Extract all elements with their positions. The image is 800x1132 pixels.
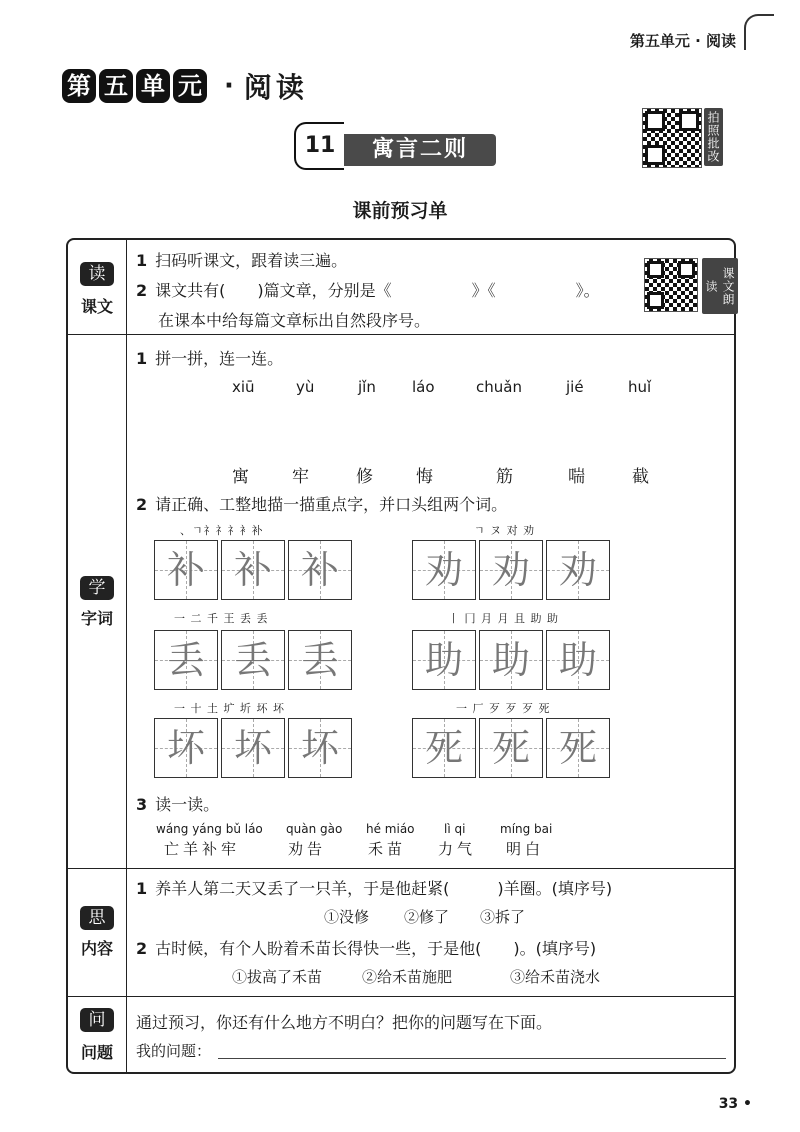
answer-line[interactable] xyxy=(218,1058,726,1059)
section-learn-label: 字词 xyxy=(80,609,113,628)
corner-decoration xyxy=(744,14,774,50)
row-divider xyxy=(68,996,734,997)
column-divider xyxy=(126,240,127,1072)
stroke-order: 一 厂 歹 歹 歹 死 xyxy=(456,702,551,715)
unit-title-sep: · xyxy=(224,71,234,101)
word-chars: 劝告 xyxy=(288,840,327,858)
word-pinyin: quàn gào xyxy=(286,822,343,836)
row-divider xyxy=(68,334,734,335)
think-q1: 1 养羊人第二天又丢了一只羊，于是他赶紧( )羊圈。(填序号) xyxy=(136,879,613,898)
stroke-order: 丨 冂 月 月 且 助 助 xyxy=(448,612,559,625)
tracing-grid[interactable]: 死 死 死 xyxy=(412,718,613,778)
learn-q2: 2 请正确、工整地描一描重点字，并口头组两个词。 xyxy=(136,495,508,514)
section-think-label: 内容 xyxy=(80,939,113,958)
option: ②给禾苗施肥 xyxy=(362,968,453,986)
ask-instruction: 通过预习，你还有什么地方不明白？把你的问题写在下面。 xyxy=(136,1013,553,1032)
pinyin: jié xyxy=(566,378,584,396)
word-pinyin: lì qi xyxy=(444,822,466,836)
read-item-1: 1 扫码听课文，跟着读三遍。 xyxy=(136,251,348,270)
section-read-icon: 读 xyxy=(80,262,114,286)
learn-q3: 3 读一读。 xyxy=(136,795,220,814)
tracing-grid[interactable]: 坏 坏 坏 xyxy=(154,718,355,778)
option: ③给禾苗浇水 xyxy=(510,968,601,986)
stroke-order: 一 二 千 王 丢 丢 xyxy=(174,612,269,625)
stroke-order: ㄱ ヌ 对 劝 xyxy=(474,524,536,537)
lesson-header xyxy=(294,122,496,170)
learn-q1: 1 拼一拼，连一连。 xyxy=(136,349,284,368)
row-divider xyxy=(68,868,734,869)
qr-code-icon[interactable] xyxy=(644,258,698,312)
unit-title-char: 第 xyxy=(62,69,96,103)
word-chars: 力气 xyxy=(438,840,477,858)
tracing-grid[interactable]: 补 补 补 xyxy=(154,540,355,600)
match-char: 牢 xyxy=(292,467,309,487)
match-char: 喘 xyxy=(568,467,585,487)
pinyin: xiū xyxy=(232,378,255,396)
section-read-label: 课文 xyxy=(80,297,113,316)
think-q2: 2 古时候，有个人盼着禾苗长得快一些，于是他( )。(填序号) xyxy=(136,939,597,958)
section-ask-label: 问题 xyxy=(80,1043,113,1062)
lesson-number: 11 xyxy=(294,122,344,170)
option: ②修了 xyxy=(404,908,450,926)
read-item-2: 2 课文共有( )篇文章，分别是《 》《 》。 xyxy=(136,281,600,300)
word-pinyin: wáng yáng bǔ láo xyxy=(156,822,263,836)
word-pinyin: míng bai xyxy=(500,822,553,836)
unit-tag: 第五单元 · 阅读 xyxy=(629,32,736,50)
tracing-grid[interactable]: 丢 丢 丢 xyxy=(154,630,355,690)
option: ①没修 xyxy=(324,908,370,926)
qr-text-reading-tag: 课文朗读 xyxy=(702,258,738,314)
match-char: 寓 xyxy=(232,467,249,487)
preview-worksheet xyxy=(66,238,736,1074)
match-char: 筋 xyxy=(496,467,513,487)
word-chars: 亡羊补牢 xyxy=(164,840,241,858)
match-char: 悔 xyxy=(416,467,433,487)
page-subtitle: 课前预习单 xyxy=(352,200,448,222)
pinyin: yù xyxy=(296,378,315,396)
pinyin: jǐn xyxy=(358,378,376,396)
section-think-icon: 思 xyxy=(80,906,114,930)
word-chars: 禾苗 xyxy=(368,840,407,858)
unit-title-char: 单 xyxy=(136,69,170,103)
stroke-order: 、ㄱ礻礻礻衤补 xyxy=(180,524,264,537)
word-pinyin: hé miáo xyxy=(366,822,415,836)
pinyin: láo xyxy=(412,378,435,396)
read-item-3: 在课本中给每篇文章标出自然段序号。 xyxy=(158,311,431,330)
unit-title-name: 阅读 xyxy=(243,71,308,104)
pinyin: chuǎn xyxy=(476,378,522,396)
match-char: 修 xyxy=(356,467,373,487)
qr-photo-grade-tag: 拍照批改 xyxy=(704,108,723,166)
unit-title-char: 五 xyxy=(99,69,133,103)
lesson-name: 寓言二则 xyxy=(344,134,496,166)
stroke-order: 一 十 土 圹 圻 坏 坏 xyxy=(174,702,285,715)
tracing-grid[interactable]: 劝 劝 劝 xyxy=(412,540,613,600)
pinyin: huǐ xyxy=(628,378,652,396)
unit-title-char: 元 xyxy=(173,69,207,103)
section-learn-icon: 学 xyxy=(80,576,114,600)
section-ask-icon: 问 xyxy=(80,1008,114,1032)
ask-prompt: 我的问题： xyxy=(136,1042,212,1060)
unit-title xyxy=(62,66,308,106)
word-chars: 明白 xyxy=(506,840,545,858)
page-number: 33 • xyxy=(718,1096,752,1112)
match-char: 截 xyxy=(632,467,649,487)
tracing-grid[interactable]: 助 助 助 xyxy=(412,630,613,690)
option: ①拔高了禾苗 xyxy=(232,968,323,986)
option: ③拆了 xyxy=(480,908,526,926)
qr-code-icon[interactable] xyxy=(642,108,702,168)
